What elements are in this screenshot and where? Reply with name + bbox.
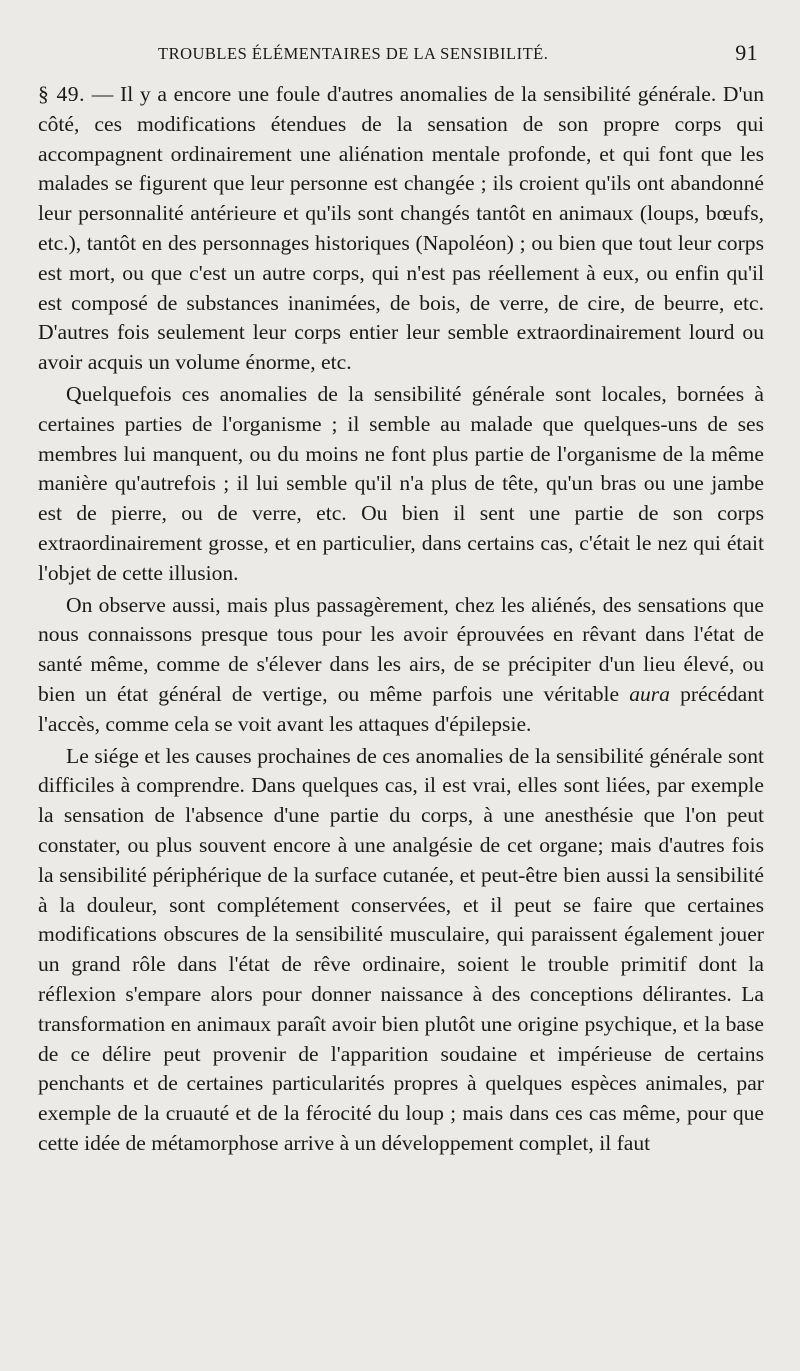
paragraph-2-text: Quelquefois ces anomalies de la sensibilité générale sont locales, bornées à certaines parties de l'organisme ; il semble au malade que quelques-uns de ses membres lui manquent, ou du moins ne font plus partie de l'organisme de la même manière qu'autrefois ; il lui semble qu'il n'a plus de tête, qu'un bras ou une jambe est de pierre, ou de verre, etc. Ou bien il sent une partie de son corps extraordinairement grosse, et en particulier, dans certains cas, c'était le nez qui était l'objet de cette illusion.	[38, 381, 764, 585]
paragraph-2	[38, 380, 764, 589]
paragraph-3-text-after: précédant l'accès, comme cela se voit avant les attaques d'épilepsie.	[38, 681, 764, 736]
paragraph-4	[38, 742, 764, 1159]
running-head	[38, 40, 764, 72]
page-number: 91	[735, 40, 758, 65]
paragraph-3	[38, 591, 764, 740]
italic-term-aura: aura	[629, 681, 670, 706]
body-text	[38, 80, 764, 1159]
running-title: TROUBLES ÉLÉMENTAIRES DE LA SENSIBILITÉ.	[158, 44, 549, 63]
paragraph-4-text: Le siége et les causes prochaines de ces anomalies de la sensibilité générale sont difficiles à comprendre. Dans quelques cas, il est vrai, elles sont liées, par exemple la sensation de l'absence d'une partie du corps, à une anesthésie que l'on peut constater, ou plus souvent encore à une analgésie de cet organe; mais d'autres fois la sensibilité périphérique de la surface cutanée, et peut-être bien aussi la sensibilité à la douleur, sont complétement conservées, et il peut se faire que certaines modifications obscures de la sensibilité musculaire, qui paraissent également jouer un grand rôle dans l'état de rêve ordinaire, soient le trouble primitif dont la réflexion s'empare alors pour donner naissance à des conceptions délirantes. La transformation en animaux paraît avoir bien plutôt une origine psychique, et la base de ce délire peut provenir de l'apparition soudaine et impérieuse de certains penchants et de certaines particularités propres à quelques espèces animales, par exemple de la cruauté et de la férocité du loup ; mais dans ces cas même, pour que cette idée de métamorphose arrive à un développement complet, il faut	[38, 743, 764, 1155]
section-number: § 49.	[38, 82, 85, 106]
paragraph-1	[38, 80, 764, 378]
paragraph-1-text: — Il y a encore une foule d'autres anomalies de la sensibilité générale. D'un côté, ces modifications étendues de la sensation de son propre corps qui accompagnent ordinairement une aliénation mentale profonde, et qui font que les malades se figurent que leur personne est changée ; ils croient qu'ils ont abandonné leur personnalité antérieure et qu'ils sont changés tantôt en animaux (loups, bœufs, etc.), tantôt en des personnages historiques (Napoléon) ; ou bien que tout leur corps est mort, ou que c'est un autre corps, qui n'est pas réellement à eux, ou enfin qu'il est composé de substances inanimées, de bois, de verre, de cire, de beurre, etc. D'autres fois seulement leur corps entier leur semble extraordinairement lourd ou avoir acquis un volume énorme, etc.	[38, 82, 764, 375]
paragraph-3-text-before: On observe aussi, mais plus passagèrement, chez les aliénés, des sensations que nous connaissons presque tous pour les avoir éprouvées en rêvant dans l'état de santé même, comme de s'élever dans les airs, de se précipiter d'un lieu élevé, ou bien un état général de vertige, ou même parfois une véritable	[38, 592, 764, 706]
